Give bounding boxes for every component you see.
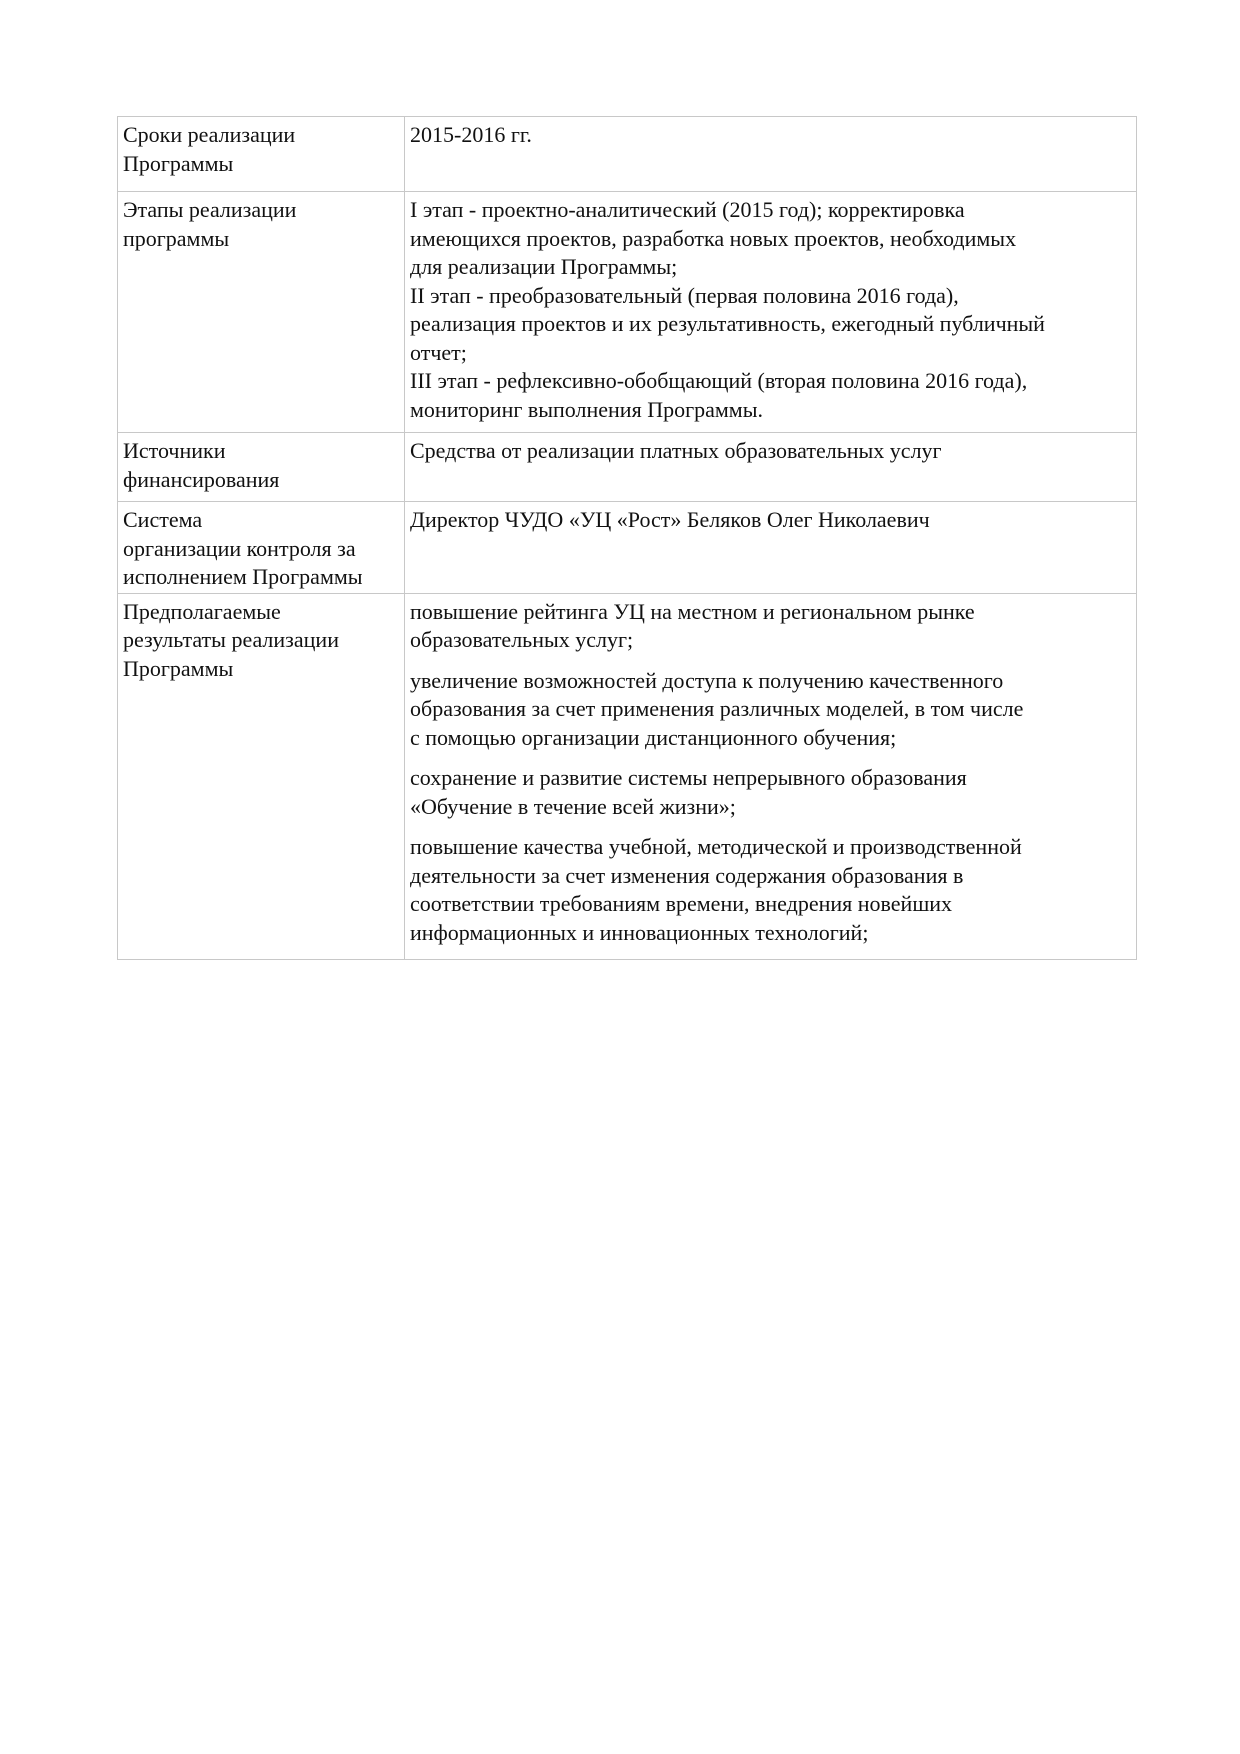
text-line: соответствии требованиям времени, внедрения новейших xyxy=(410,891,953,916)
row-value-expected-results xyxy=(405,593,1137,960)
text-line: мониторинг выполнения Программы. xyxy=(410,396,763,422)
text-line: III этап - рефлексивно-обобщающий (вторая половина 2016 года), xyxy=(410,368,1028,393)
text-line: образовательных услуг; xyxy=(410,627,634,652)
text-line: увеличение возможностей доступа к получению качественного xyxy=(410,667,1004,693)
text-line: программы xyxy=(123,225,230,251)
row-value-timeline xyxy=(405,117,1137,192)
text-line: имеющихся проектов, разработка новых проектов, необходимых xyxy=(410,225,1017,251)
text-line: информационных и инновационных технологий; xyxy=(410,919,869,945)
text-line: сохранение и развитие системы непрерывного образования xyxy=(410,765,967,790)
text-line: «Обучение в течение всей жизни»; xyxy=(410,793,736,819)
text-line: повышение качества учебной, методической и производственной xyxy=(410,834,1022,859)
row-value-funding xyxy=(405,433,1137,502)
text-line: Директор ЧУДО «УЦ «Рост» Беляков Олег Николаевич xyxy=(410,507,930,532)
result-item xyxy=(410,667,1131,753)
text-line: Система xyxy=(123,507,203,532)
text-line: финансирования xyxy=(123,466,280,492)
row-label-funding xyxy=(118,433,405,502)
text-line: 2015-2016 гг. xyxy=(410,122,532,147)
text-line: Этапы реализации xyxy=(123,197,297,222)
row-value-control xyxy=(405,502,1137,594)
row-value-stages xyxy=(405,192,1137,433)
text-line: повышение рейтинга УЦ на местном и региональном рынке xyxy=(410,598,975,624)
row-label-expected-results xyxy=(118,593,405,960)
text-line: результаты реализации xyxy=(123,627,339,652)
table-row-control xyxy=(118,502,1137,594)
text-line: Сроки реализации xyxy=(123,122,296,147)
text-line: Программы xyxy=(123,150,234,176)
text-line: образования за счет применения различных моделей, в том числе xyxy=(410,696,1024,721)
text-line: Программы xyxy=(123,655,234,681)
text-line: деятельности за счет изменения содержания образования в xyxy=(410,862,964,888)
table-row-funding xyxy=(118,433,1137,502)
text-line: с помощью организации дистанционного обучения; xyxy=(410,724,897,750)
result-item xyxy=(410,598,1131,655)
program-passport-table xyxy=(117,116,1137,960)
text-line: отчет; xyxy=(410,339,467,365)
text-line: организации контроля за xyxy=(123,535,356,561)
text-line: Источники xyxy=(123,438,226,463)
table-row-timeline xyxy=(118,117,1137,192)
text-line: Предполагаемые xyxy=(123,598,281,624)
row-label-timeline xyxy=(118,117,405,192)
text-line: I этап - проектно-аналитический (2015 год); корректировка xyxy=(410,197,965,222)
text-line: исполнением Программы xyxy=(123,564,363,589)
row-label-control xyxy=(118,502,405,594)
text-line: Средства от реализации платных образовательных услуг xyxy=(410,438,942,463)
table-row-stages xyxy=(118,192,1137,433)
table-row-expected-results xyxy=(118,593,1137,960)
text-line: II этап - преобразовательный (первая половина 2016 года), xyxy=(410,282,959,308)
text-line: для реализации Программы; xyxy=(410,254,678,279)
row-label-stages xyxy=(118,192,405,433)
result-item xyxy=(410,764,1131,821)
result-item xyxy=(410,833,1131,947)
text-line: реализация проектов и их результативность, ежегодный публичный xyxy=(410,311,1045,336)
